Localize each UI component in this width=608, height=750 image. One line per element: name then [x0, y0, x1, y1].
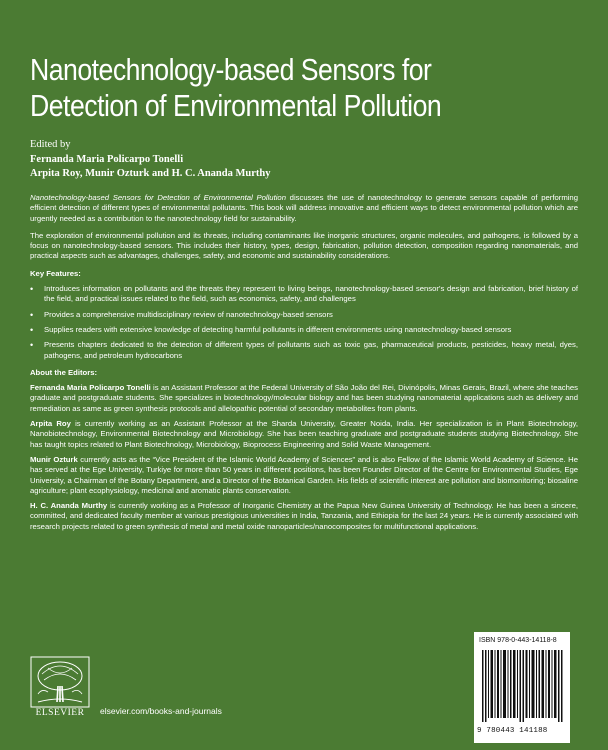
editor-bio	[30, 455, 578, 496]
description-paragraph-2: The exploration of environmental pollution and its threats, including contaminants like inorganic structures, organic molecules, and pathogens, is followed by a focus on nanotechnology-based sensors. This includes their history, types, design, fabrication, pollution detection, composition regarding nanomaterials, and practical aspects such as advantages, challenges, safety, and economic and sustainability considerations.	[30, 230, 578, 261]
editor-bio-text: is an Assistant Professor at the Federal University of São João del Rei, Divinópolis, Minas Gerais, Brazil, where she teaches graduate and postgraduate students. She specializes in biotechnology/molecular biology and has been studying nanomaterial applications such as delivery and remediation as same as green synthesis protocols and allelopathic potential of secondary metabolites from plants.	[30, 383, 578, 413]
isbn-barcode	[474, 632, 570, 743]
description-intro	[30, 193, 578, 224]
key-feature-item: • Provides a comprehensive multidisciplinary review of nanotechnology-based sensors	[42, 310, 578, 320]
key-feature-item: • Introduces information on pollutants and the threats they represent to living beings, nanotechnology-based sensor's design and fabrication, brief history of the field, and practical issues related to the field, such as economics, safety, and challenges	[42, 284, 578, 305]
publisher-name: ELSEVIER	[35, 708, 85, 718]
publisher-url[interactable]: elsevier.com/books-and-journals	[100, 706, 222, 716]
barcode-icon	[479, 648, 565, 726]
editor-bio	[30, 419, 578, 450]
editor-name-primary: Fernanda Maria Policarpo Tonelli	[30, 153, 184, 165]
about-editors-heading: About the Editors:	[30, 367, 98, 377]
editor-bio	[30, 383, 578, 414]
title-line-2: Detection of Environmental Pollution	[30, 88, 442, 123]
editor-names-secondary: Arpita Roy, Munir Ozturk and H. C. Ananda Murthy	[30, 168, 271, 179]
editor-bio-text: is currently working as an Assistant Professor at the Sharda University, Greater Noida, India. Her specialization is in Plant Biotechnology, Nanobiotechnology, Environmental Biotechnology and Microbiology. She has been teaching graduate and postgraduate students studying Biotechnology. She has taught topics related to Plant Biotechnology, Microbiology, Bioprocess Engineering and Solid Waste Management.	[30, 419, 579, 449]
book-title	[30, 52, 477, 124]
edited-by-label: Edited by	[30, 139, 71, 150]
intro-book-title: Nanotechnology-based Sensors for Detection of Environmental Pollution	[30, 193, 286, 202]
editors-block	[30, 138, 570, 182]
title-line-1: Nanotechnology-based Sensors for	[30, 52, 432, 87]
back-cover-text	[30, 193, 578, 537]
key-feature-item: • Presents chapters dedicated to the detection of different types of pollutants such as toxic gas, pharmaceutical products, pesticides, heavy metal, dyes, pathogens, and petroleum hydrocarbons	[42, 340, 578, 361]
key-features-heading: Key Features:	[30, 268, 81, 278]
tree-logo-drawing	[30, 656, 90, 708]
editor-bio	[30, 501, 578, 532]
isbn-number: ISBN 978-0-443-14118-8	[479, 637, 557, 644]
editor-bio-text: currently acts as the “Vice President of the Islamic World Academy of Sciences” and is also Fellow of the Islamic World Academy of Science. He has served at the Ege University, Turkiye for more than 50 years in different positions, has been Founder Director of the Centre for Environmental Studies, Ege University, a Chairman of the Botany Department, and a Director of the Botanical Garden. His fields of scientific interest are pollution and biomonitoring; biosaline agriculture; plant ecophysiology, medicinal and aromatic plants conservation.	[30, 454, 579, 495]
intro-text: discusses the use of nanotechnology to generate sensors capable of performing efficient detection of different types of environmental pollutants. This book will address innovative and efficient ways to detect environmental pollution which are urgently needed as a contribution to the nanotechnology field for sustainability.	[30, 193, 578, 223]
editor-bio-text: is currently working as a Professor of Inorganic Chemistry at the Papua New Guinea University of Technology. He has been a sincere, committed, and dedicated faculty member at various prestigious universities in India, Tanzania, and Ethiopia for the last 24 years. He is currently associated with research projects related to green synthesis of metal and metal oxide nanoparticles/nanocomposites for multifunctional applications.	[30, 501, 578, 531]
editor-bio-name: Munir Ozturk	[30, 454, 78, 464]
key-feature-item: • Supplies readers with extensive knowledge of detecting harmful pollutants in different environments using nanotechnology-based sensors	[42, 325, 578, 335]
key-features-list	[30, 284, 578, 361]
editor-bio-name: Fernanda Maria Policarpo Tonelli	[30, 383, 151, 393]
barcode-digits: 9 780443 141188	[477, 727, 548, 735]
editor-bio-name: Arpita Roy	[30, 419, 71, 429]
editor-bio-name: H. C. Ananda Murthy	[30, 501, 108, 511]
